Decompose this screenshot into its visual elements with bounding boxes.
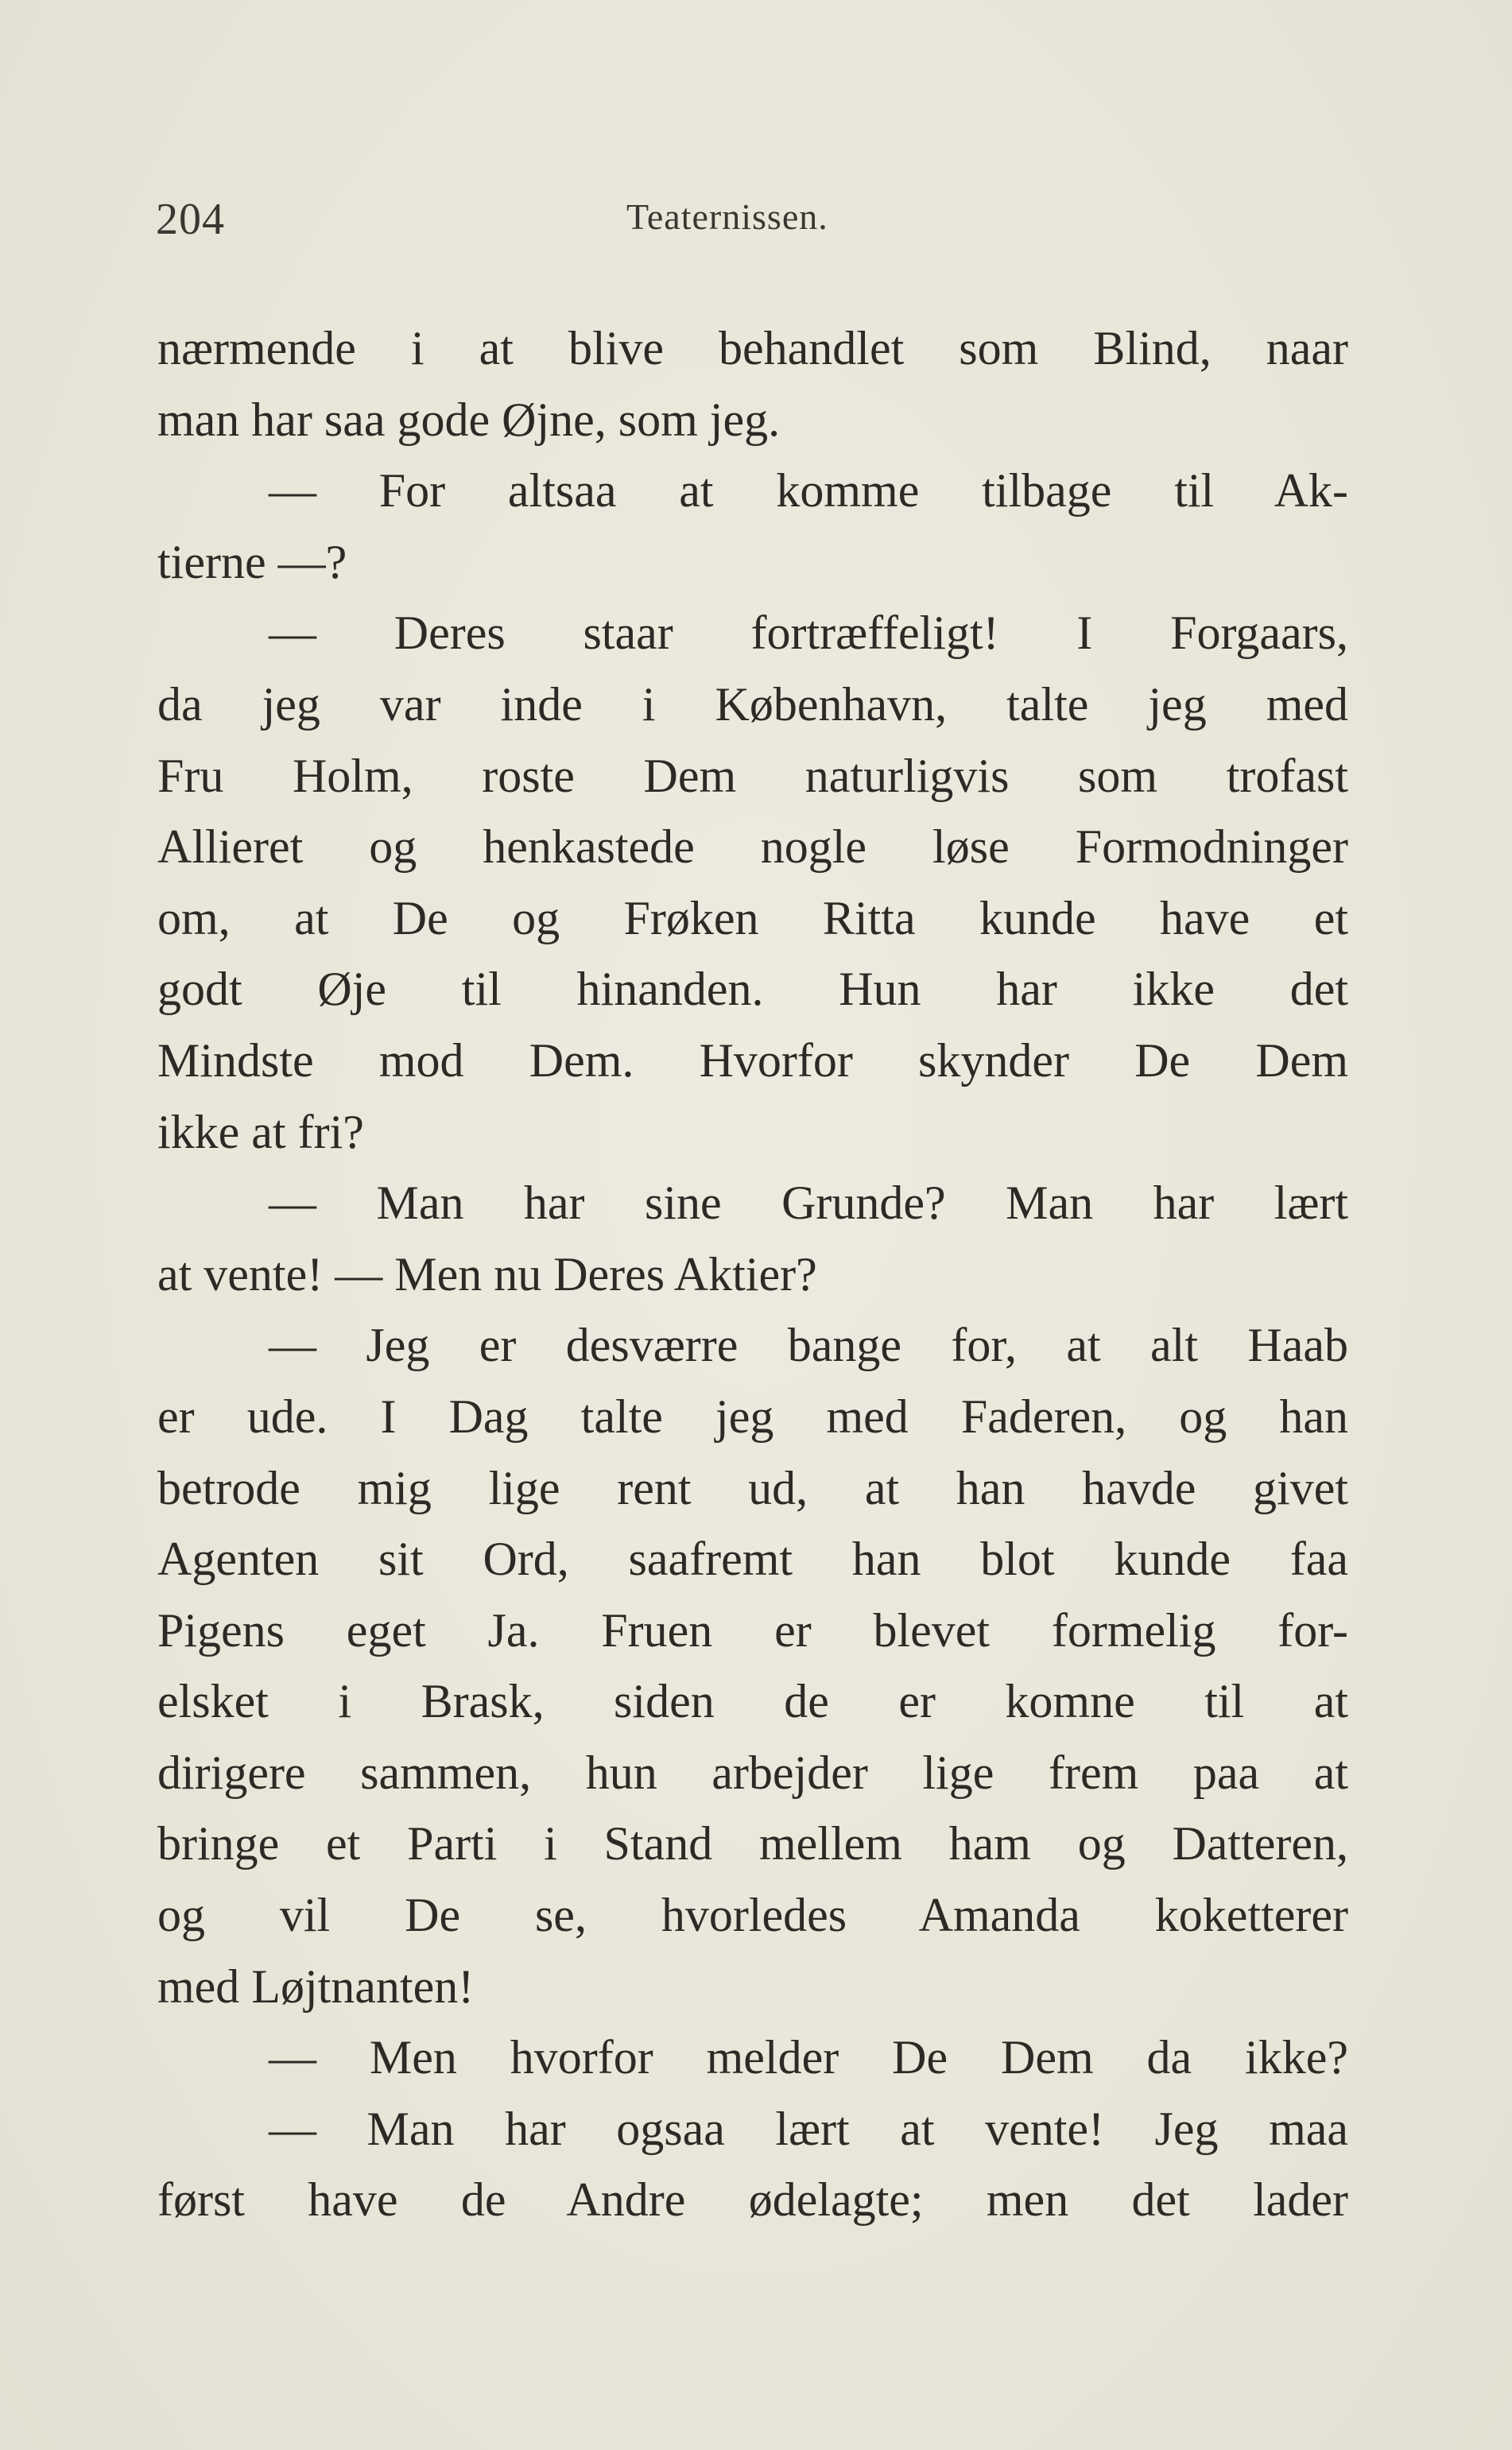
text-line: — Jeg er desværre bange for, at alt Haab — [269, 1319, 1348, 1372]
text-line: Allieret og henkastede nogle løse Formodninger — [157, 820, 1348, 874]
text-line: da jeg var inde i København, talte jeg med — [157, 677, 1348, 731]
text-line: nærmende i at blive behandlet som Blind, naar — [157, 322, 1348, 374]
text-line: Pigens eget Ja. Fruen er blevet formelig for- — [157, 1603, 1348, 1657]
text-line: Fru Holm, roste Dem naturligvis som trofast — [157, 749, 1348, 802]
text-line: — Men hvorfor melder De Dem da ikke? — [269, 2031, 1348, 2084]
text-line: først have de Andre ødelagte; men det lader — [157, 2173, 1348, 2227]
text-line: er ude. I Dag talte jeg med Faderen, og han — [157, 1390, 1348, 1443]
text-line: betrode mig lige rent ud, at han havde givet — [157, 1461, 1348, 1514]
text-line: man har saa gode Øjne, som jeg. — [157, 393, 781, 446]
text-line: dirigere sammen, hun arbejder lige frem paa at — [157, 1746, 1348, 1799]
text-line: — Man har ogsaa lært at vente! Jeg maa — [269, 2102, 1348, 2155]
text-line: at vente! — Men nu Deres Aktier? — [157, 1247, 817, 1301]
text-line: med Løjtnanten! — [157, 1960, 475, 2013]
text-line: om, at De og Frøken Ritta kunde have et — [157, 891, 1348, 944]
text-line: tierne —? — [157, 535, 347, 588]
text-line: — Deres staar fortræffeligt! I Forgaars, — [269, 607, 1348, 660]
body-text — [157, 313, 1348, 2236]
running-head: Teaternissen. — [626, 196, 828, 237]
text-line: Mindste mod Dem. Hvorfor skynder De Dem — [157, 1033, 1348, 1087]
text-line: ikke at fri? — [157, 1105, 364, 1158]
text-line: godt Øje til hinanden. Hun har ikke det — [157, 963, 1348, 1016]
text-line: og vil De se, hvorledes Amanda koketterer — [157, 1889, 1348, 1942]
text-line: — Man har sine Grunde? Man har lært — [269, 1177, 1348, 1230]
text-line: Agenten sit Ord, saafremt han blot kunde faa — [157, 1533, 1348, 1586]
page-number: 204 — [156, 195, 225, 244]
text-line: bringe et Parti i Stand mellem ham og Datteren, — [157, 1817, 1348, 1870]
text-line: elsket i Brask, siden de er komne til at — [157, 1675, 1348, 1728]
text-line: — For altsaa at komme tilbage til Ak- — [269, 464, 1348, 518]
